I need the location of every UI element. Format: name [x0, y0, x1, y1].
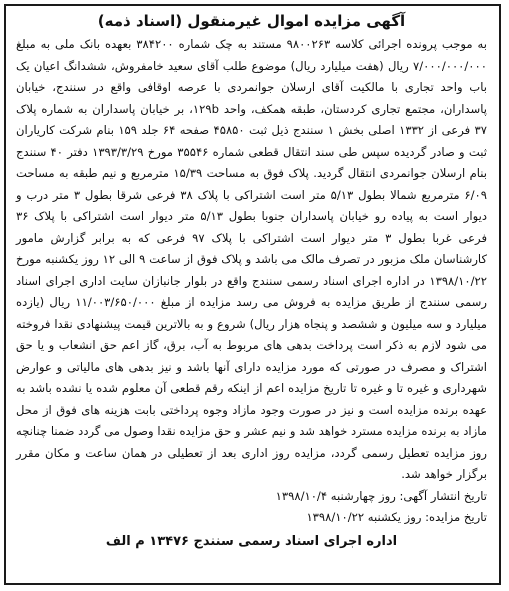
- publish-date: تاریخ انتشار آگهی: روز چهارشنبه ۱۳۹۸/۱۰/۴: [275, 488, 487, 503]
- auction-notice: [4, 4, 501, 585]
- notice-body: به موجب پرونده اجرائی کلاسه ۹۸۰۰۲۶۳ مستند به چک شماره ۳۸۴۲۰۰ بعهده بانک ملی به مبلغ ۷/۰۰۰/۰۰۰/۰۰۰ ریال (هفت میلیارد ریال) موضوع طلب آقای سعید خامفروش، ششدانگ اعیان یک باب واحد تجاری با مالکیت آقای ارسلان جوانمردی با عرصه اوقافی واقع در سنندج، خیابان پاسداران، مجتمع تجاری کردستان، طبقه همکف، واحد ۱۲۹b، بر خیابان پاسداران به شماره پلاک ۳۷ فرعی از ۱۳۳۲ اصلی بخش ۱ سنندج ذیل ثبت ۴۵۸۵۰ صفحه ۶۴ جلد ۱۵۹ بنام شرکت کاریاران ثبت و صادر گردیده سپس طی سند انتقال قطعی شماره ۳۵۵۴۶ مورخ ۱۳۹۳/۳/۲۹ دفتر ۴۰ سنندج بنام ارسلان جوانمردی انتقال گردید. پلاک فوق به مساحت ۱۵/۳۹ مترمربع و نیم طبقه به مساحت ۶/۰۹ مترمربع شمالا بطول ۵/۱۳ متر است اشتراکی با پلاک ۳۸ فرعی شرقا بطول ۳ متر درب و دیوار است به پیاده رو خیابان پاسداران جنوبا بطول ۵/۱۳ متر دیوار است اشتراکی با پلاک ۳۶ فرعی غربا بطول ۳ متر دیوار است اشتراکی با پلاک ۹۷ فرعی که به برابر گزارش مامور کارشناسان ملک مزبور در تصرف مالک می باشد و پلاک فوق از ساعت ۹ الی ۱۲ روز یکشنبه مورخ ۱۳۹۸/۱۰/۲۲ در اداره اجرای اسناد رسمی سنندج واقع در بلوار جانبازان سایت اداری اجرای اسناد رسمی سنندج از طریق مزایده به فروش می رسد مزایده از مبلغ ۱۱/۰۰۳/۶۵۰/۰۰۰ ریال (یازده میلیارد و سه میلیون و ششصد و پنجاه هزار ریال) شروع و به بالاترین قیمت پیشنهادی نقدا فروخته می شود لازم به ذکر است پرداخت بدهی های مربوط به آب، برق، گاز اعم حق انشعاب و یا حق اشتراک و مصرف در صورتی که مورد مزایده دارای آنها باشد و نیز بدهی های مالیاتی و عوارض شهرداری و غیره تا و غیره تا تاریخ مزایده اعم از اینکه رقم قطعی آن معلوم شده یا نشده باشد به عهده برنده مزایده است و نیز در صورت وجود مازاد وجوه پرداختی بابت هزینه های فوق از محل مازاد به برنده مزایده مسترد خواهد شد و نیم عشر و حق مزایده نقدا وصول می گردد ضمنا چنانچه روز مزایده تعطیل رسمی گردد، مزایده روز اداری بعد از تعطیلی در همان ساعت و مکان مقرر برگزار خواهد شد.: [16, 37, 488, 481]
- notice-footer: اداره اجرای اسناد رسمی سنندج ۱۳۴۷۶ م الف: [105, 533, 398, 549]
- auction-date: تاریخ مزایده: روز یکشنبه ۱۳۹۸/۱۰/۲۲: [306, 509, 487, 524]
- notice-title: آگهی مزایده اموال غیرمنقول (اسناد ذمه): [97, 12, 406, 30]
